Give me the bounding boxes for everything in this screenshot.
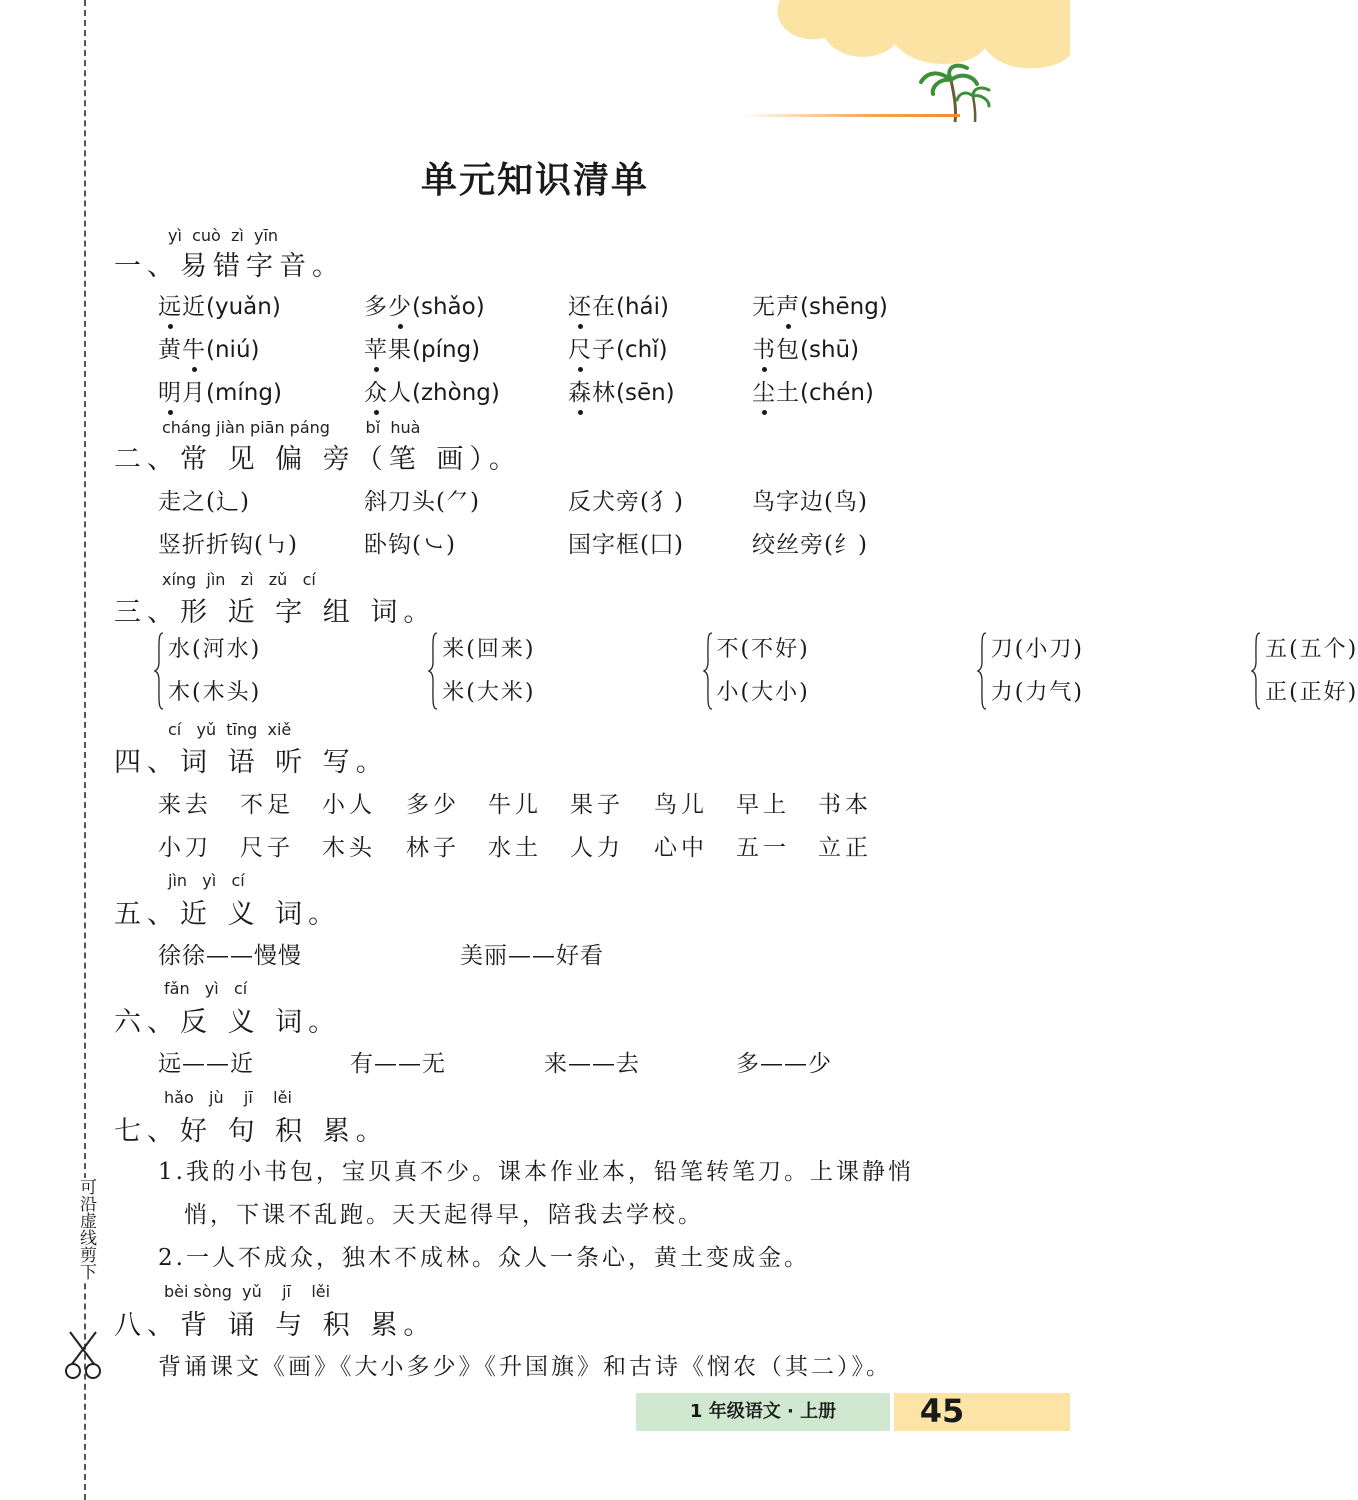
pronunciation-item bbox=[158, 288, 281, 321]
similar-char-pair bbox=[1251, 628, 1358, 714]
brace-icon bbox=[154, 632, 164, 710]
pronunciation-item bbox=[568, 331, 668, 364]
radical-item: 国字框(囗) bbox=[568, 532, 684, 558]
char-second: 少 bbox=[388, 294, 412, 320]
similar-char-pair bbox=[154, 628, 261, 714]
pinyin-reading: (shǎo) bbox=[412, 294, 485, 320]
pronunciation-item bbox=[752, 288, 888, 321]
pronunciation-item bbox=[364, 374, 500, 407]
char-first: 苹 bbox=[364, 337, 388, 363]
section-7-pinyin: hǎo jù jī lěi bbox=[164, 1088, 292, 1107]
section-2-pinyin: cháng jiàn piān páng bǐ huà bbox=[162, 418, 421, 437]
antonym-item: 多——少 bbox=[736, 1051, 832, 1077]
brace-icon bbox=[1251, 632, 1261, 710]
recitation-text: 背诵课文《画》《大小多少》《升国旗》和古诗《悯农（其二）》。 bbox=[158, 1354, 892, 1380]
char-second: 人 bbox=[388, 380, 412, 406]
dictation-word: 心中 bbox=[654, 835, 708, 861]
synonym-item: 徐徐——慢慢 bbox=[158, 943, 302, 969]
section-6-heading: 六、反 义 词。 bbox=[114, 1007, 342, 1038]
radical-item: 竖折折钩(㇉) bbox=[158, 532, 298, 558]
dictation-word: 立正 bbox=[818, 835, 872, 861]
radical-item: 反犬旁(犭) bbox=[568, 489, 684, 515]
radical-item: 绞丝旁(纟) bbox=[752, 532, 868, 558]
dictation-word: 来去 bbox=[158, 792, 212, 818]
pinyin-reading: (chǐ) bbox=[616, 337, 668, 363]
pinyin-reading: (shēng) bbox=[800, 294, 888, 320]
radical-item: 鸟字边(鸟) bbox=[752, 489, 868, 515]
pinyin-reading: (shū) bbox=[800, 337, 860, 363]
good-sentence-line: 1.我的小书包，宝贝真不少。课本作业本，铅笔转笔刀。上课静悄 bbox=[158, 1159, 914, 1185]
section-1-heading: 一、易错字音。 bbox=[114, 251, 345, 282]
radical-item: 斜刀头(⺈) bbox=[364, 489, 480, 515]
char-second: 近 bbox=[182, 294, 206, 320]
brace-icon bbox=[977, 632, 987, 710]
pinyin-reading: (sēn) bbox=[616, 380, 675, 406]
dictation-word: 书本 bbox=[818, 792, 872, 818]
pair-top: 五(五个) bbox=[1265, 637, 1358, 662]
pinyin-reading: (hái) bbox=[616, 294, 670, 320]
pronunciation-item bbox=[158, 331, 260, 364]
decorative-line bbox=[740, 114, 960, 117]
section-4-pinyin: cí yǔ tīng xiě bbox=[168, 720, 292, 739]
char-first: 明 bbox=[158, 380, 182, 406]
antonym-item: 远——近 bbox=[158, 1051, 254, 1077]
char-first: 多 bbox=[364, 294, 388, 320]
cut-instruction: 可沿虚线剪下 bbox=[76, 1178, 96, 1280]
radical-item: 卧钩(㇃) bbox=[364, 532, 456, 558]
char-second: 林 bbox=[592, 380, 616, 406]
section-5-heading: 五、近 义 词。 bbox=[114, 899, 342, 930]
good-sentence-line: 悄，下课不乱跑。天天起得早，陪我去学校。 bbox=[184, 1202, 704, 1228]
char-first: 森 bbox=[568, 380, 592, 406]
section-4-heading: 四、词 语 听 写。 bbox=[114, 747, 389, 778]
char-second: 包 bbox=[776, 337, 800, 363]
section-8-pinyin: bèi sòng yǔ jī lěi bbox=[164, 1282, 331, 1301]
pronunciation-item bbox=[158, 374, 282, 407]
antonym-item: 有——无 bbox=[350, 1051, 446, 1077]
char-first: 尺 bbox=[568, 337, 592, 363]
dictation-word: 早上 bbox=[736, 792, 790, 818]
dictation-word: 牛儿 bbox=[488, 792, 542, 818]
char-first: 众 bbox=[364, 380, 388, 406]
pinyin-reading: (míng) bbox=[206, 380, 282, 406]
dictation-word: 尺子 bbox=[240, 835, 294, 861]
section-3-heading: 三、形 近 字 组 词。 bbox=[114, 597, 437, 628]
dictation-word: 人力 bbox=[570, 835, 624, 861]
similar-char-pair bbox=[428, 628, 535, 714]
pair-top: 水(河水) bbox=[168, 637, 262, 662]
char-second: 土 bbox=[776, 380, 800, 406]
section-2-heading: 二、常 见 偏 旁（笔 画）。 bbox=[114, 444, 522, 475]
pronunciation-item bbox=[752, 374, 874, 407]
pair-bottom: 正(正好) bbox=[1265, 680, 1358, 705]
page-title: 单元知识清单 bbox=[420, 160, 649, 201]
char-first: 尘 bbox=[752, 380, 776, 406]
synonym-item: 美丽——好看 bbox=[460, 943, 604, 969]
pair-bottom: 小(大小) bbox=[716, 680, 810, 705]
dictation-word: 小人 bbox=[322, 792, 376, 818]
char-first: 黄 bbox=[158, 337, 182, 363]
pinyin-reading: (píng) bbox=[412, 337, 481, 363]
section-1-pinyin: yì cuò zì yīn bbox=[168, 226, 279, 245]
pair-top: 不(不好) bbox=[716, 637, 810, 662]
char-second: 在 bbox=[592, 294, 616, 320]
pair-top: 刀(小刀) bbox=[990, 637, 1084, 662]
similar-char-pair bbox=[977, 628, 1084, 714]
char-second: 牛 bbox=[182, 337, 206, 363]
section-6-pinyin: fǎn yì cí bbox=[164, 979, 248, 998]
section-7-heading: 七、好 句 积 累。 bbox=[114, 1116, 389, 1147]
char-second: 子 bbox=[592, 337, 616, 363]
radical-item: 走之(辶) bbox=[158, 489, 250, 515]
pronunciation-item bbox=[568, 374, 675, 407]
pronunciation-item bbox=[364, 331, 480, 364]
dictation-word: 小刀 bbox=[158, 835, 212, 861]
dictation-word: 鸟儿 bbox=[654, 792, 708, 818]
section-5-pinyin: jìn yì cí bbox=[168, 871, 245, 890]
pair-bottom: 力(力气) bbox=[990, 680, 1084, 705]
dictation-word: 林子 bbox=[406, 835, 460, 861]
scissors-icon bbox=[64, 1330, 102, 1382]
char-second: 果 bbox=[388, 337, 412, 363]
dictation-word: 果子 bbox=[570, 792, 624, 818]
dictation-word: 多少 bbox=[406, 792, 460, 818]
page-number: 45 bbox=[919, 1392, 965, 1430]
pronunciation-item bbox=[568, 288, 669, 321]
pinyin-reading: (zhòng) bbox=[412, 380, 500, 406]
char-first: 还 bbox=[568, 294, 592, 320]
dictation-word: 五一 bbox=[736, 835, 790, 861]
pinyin-reading: (yuǎn) bbox=[206, 294, 281, 320]
pronunciation-item bbox=[752, 331, 859, 364]
footer-label: 1 年级语文 · 上册 bbox=[689, 1401, 837, 1422]
char-first: 远 bbox=[158, 294, 182, 320]
similar-char-pair bbox=[703, 628, 810, 714]
section-8-heading: 八、背 诵 与 积 累。 bbox=[114, 1310, 437, 1341]
pinyin-reading: (chén) bbox=[800, 380, 874, 406]
dictation-word: 木头 bbox=[322, 835, 376, 861]
pinyin-reading: (niú) bbox=[206, 337, 260, 363]
antonym-item: 来——去 bbox=[544, 1051, 640, 1077]
char-first: 无 bbox=[752, 294, 776, 320]
good-sentence-line: 2.一人不成众，独木不成林。众人一条心，黄土变成金。 bbox=[158, 1245, 810, 1271]
pair-top: 来(回来) bbox=[442, 637, 536, 662]
section-3-pinyin: xíng jìn zì zǔ cí bbox=[162, 570, 316, 589]
pair-bottom: 木(木头) bbox=[168, 680, 262, 705]
brace-icon bbox=[703, 632, 713, 710]
brace-icon bbox=[428, 632, 438, 710]
char-second: 声 bbox=[776, 294, 800, 320]
dictation-word: 水土 bbox=[488, 835, 542, 861]
pronunciation-item bbox=[364, 288, 485, 321]
pair-bottom: 米(大米) bbox=[442, 680, 536, 705]
char-first: 书 bbox=[752, 337, 776, 363]
char-second: 月 bbox=[182, 380, 206, 406]
dictation-word: 不足 bbox=[240, 792, 294, 818]
